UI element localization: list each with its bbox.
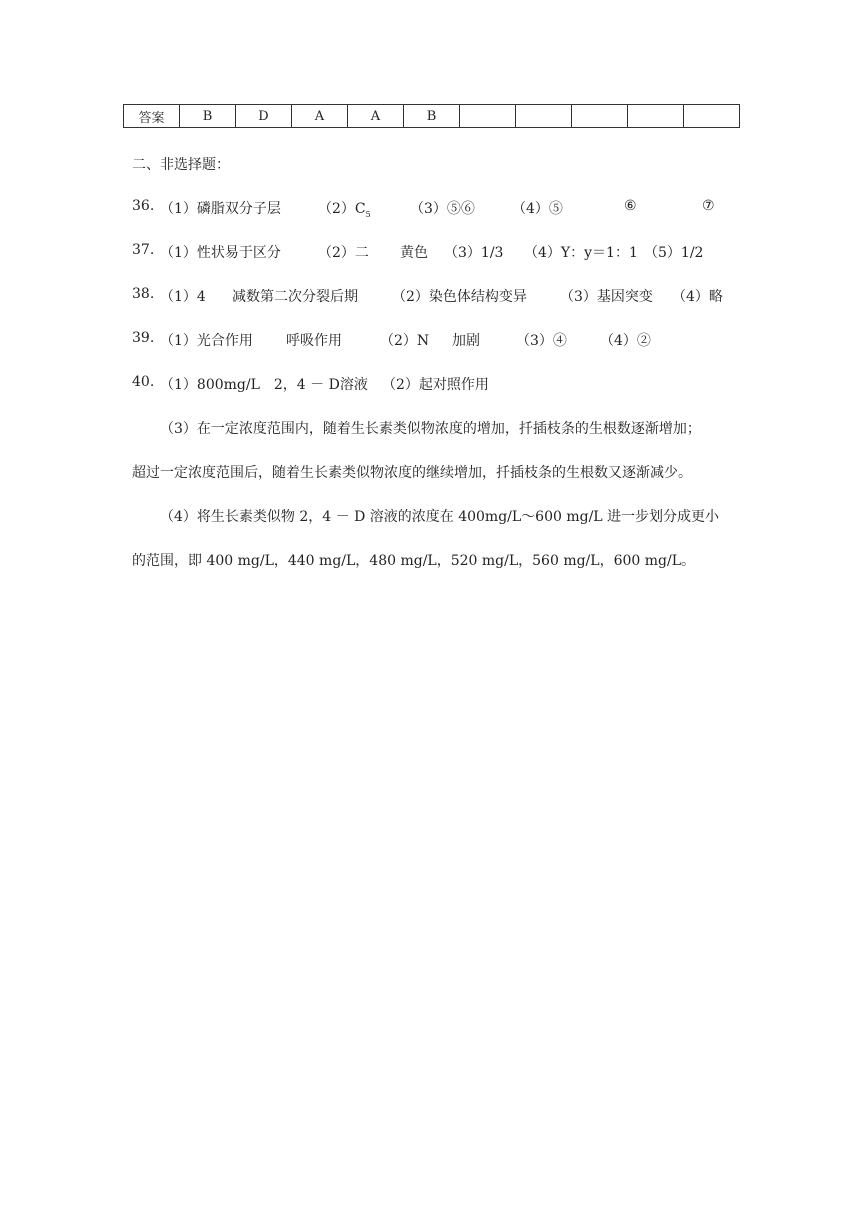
question-number: 38. [132,286,155,302]
answer-part: （2）染色体结构变异 [392,289,527,305]
question-number: 39. [132,330,155,346]
table-cell: A [292,105,348,128]
section-title: 二、非选择题： [132,157,230,173]
paragraph-line: （3）在一定浓度范围内，随着生长素类似物浓度的增加，扦插枝条的生根数逐渐增加； [160,421,701,437]
answer-part: （2）N [380,333,430,349]
answer-part: （3）基因突变 [560,289,653,305]
answer-part: （1）4 [160,289,206,305]
answer-part: ⑦ [702,198,715,214]
table-cell: B [180,105,236,128]
answer-part: （1）光合作用 [160,333,253,349]
table-cell: A [348,105,404,128]
answer-part: （4）Y：y＝1：1 [524,245,638,261]
answer-part: （3）1/3 [444,245,504,261]
paragraph-line: 超过一定浓度范围后，随着生长素类似物浓度的继续增加，扦插枝条的生根数又逐渐减少。 [132,465,692,481]
answer-part: （2）起对照作用 [382,377,489,393]
answer-part: 呼吸作用 [286,333,342,349]
answer-part: ⑥ [624,198,637,214]
table-cell: B [404,105,460,128]
answer-part: 加剧 [452,333,480,349]
paragraph-line: （4）将生长素类似物 2，4 － D 溶液的浓度在 400mg/L～600 mg/L 进一步划分成更小 [160,509,720,525]
table-cell [572,105,628,128]
answer-part: $(2)C_5$ [318,201,371,219]
question-number: 37. [132,242,155,258]
table-row [124,105,740,128]
table-cell: D [236,105,292,128]
answer-part: （4）略 [672,289,723,305]
answer-part: （3）⑤⑥ [410,201,475,217]
answer-part: （2）二 [318,245,369,261]
question-number: 40. [132,374,155,390]
answer-part: （5）1/2 [644,245,704,261]
table-header-cell: 答案 [124,105,180,128]
answer-part: （1）800mg/L 2，4 － D溶液 [160,377,368,393]
answer-part: （1）磷脂双分子层 [160,201,281,217]
answer-part: （1）性状易于区分 [160,245,281,261]
question-number: 36. [132,198,155,214]
answer-part: （4）⑤ [512,201,563,217]
answer-part: 减数第二次分裂后期 [232,289,358,305]
answer-part: （3）④ [516,333,567,349]
table-cell [516,105,572,128]
table-cell [460,105,516,128]
answer-table [123,104,740,128]
table-cell [684,105,740,128]
answer-part: （4）② [600,333,651,349]
paragraph-line: 的范围，即 400 mg/L，440 mg/L，480 mg/L，520 mg/L，560 mg/L，600 mg/L。 [132,553,695,569]
table-cell [628,105,684,128]
answer-part: 黄色 [400,245,428,261]
